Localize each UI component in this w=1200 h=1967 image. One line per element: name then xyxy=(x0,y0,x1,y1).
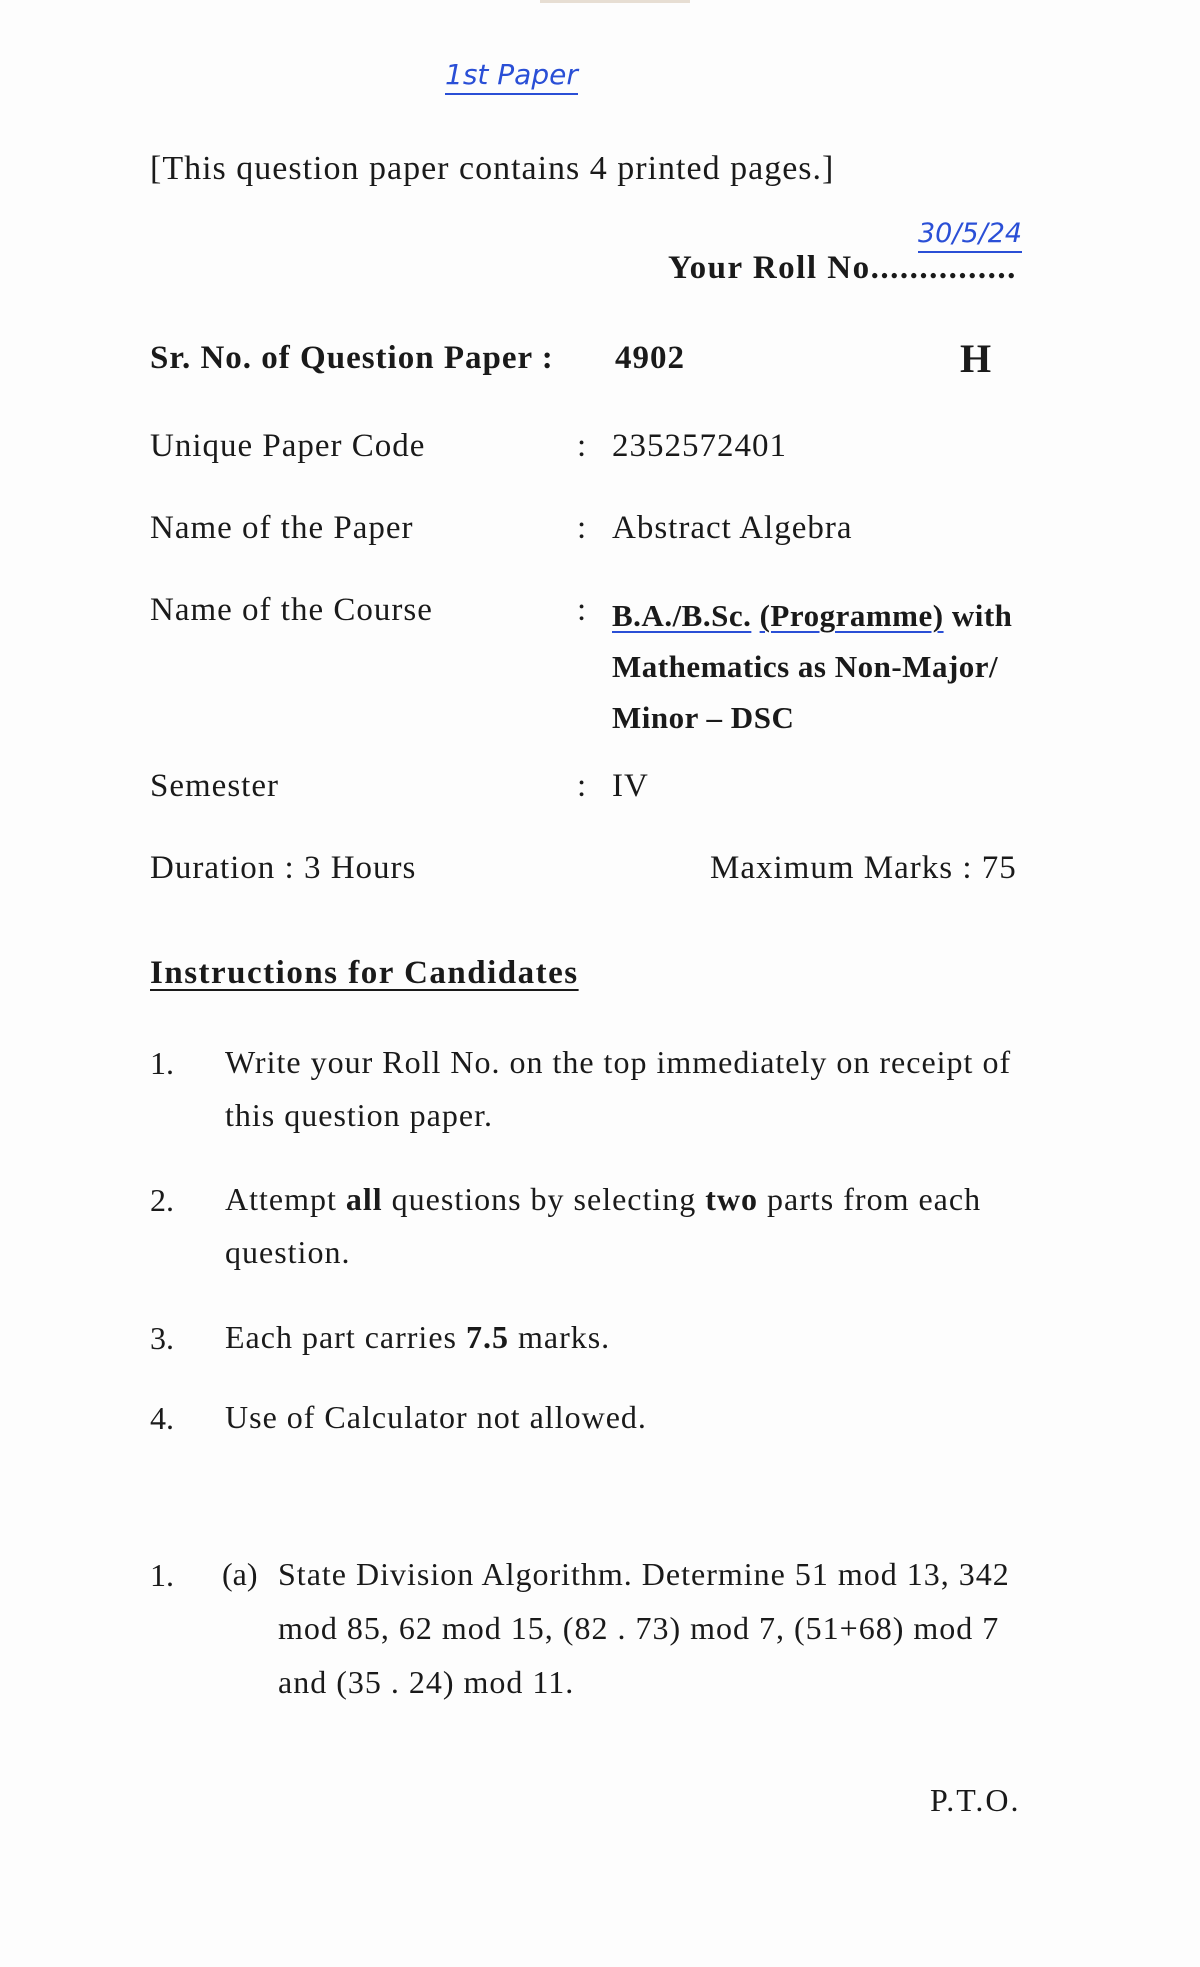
sr-no-value: 4902 xyxy=(615,340,685,376)
instruction-2-bold-two: two xyxy=(705,1181,759,1217)
question-1-text: State Division Algorithm. Determine 51 mod 13, 342 mod 85, 62 mod 15, (82 . 73) mod 7, (51+68) mod 7 and (35 . 24) mod 11. xyxy=(278,1556,1010,1700)
paper-name-value: Abstract Algebra xyxy=(612,510,853,546)
instruction-3-text xyxy=(225,1311,1045,1364)
instruction-2-text-b: questions by selecting xyxy=(382,1181,706,1217)
course-programme: (Programme) xyxy=(759,598,944,633)
semester-value: IV xyxy=(612,768,649,804)
scan-smudge xyxy=(540,0,690,3)
handwritten-paper-note xyxy=(445,58,578,91)
page-count-note: [This question paper contains 4 printed pages.] xyxy=(150,150,835,187)
course-degree: B.A./B.Sc. xyxy=(612,598,752,633)
instruction-2-text xyxy=(225,1173,1045,1279)
instruction-2-text-c: parts from each question. xyxy=(225,1181,982,1270)
instruction-3-text-a: Each part carries xyxy=(225,1319,466,1355)
course-description: with Mathematics as Non-Major/ Minor – DSC xyxy=(612,598,1013,735)
handwritten-date xyxy=(918,218,1022,249)
sr-no-label: Sr. No. of Question Paper : xyxy=(150,340,554,376)
instruction-1-text: Write your Roll No. on the top immediately on receipt of this question paper. xyxy=(225,1044,1012,1133)
handwritten-date-text: 30/5/24 xyxy=(918,218,1022,253)
paper-name-colon: : xyxy=(577,510,588,546)
instruction-4-text: Use of Calculator not allowed. xyxy=(225,1399,647,1435)
semester-label: Semester xyxy=(150,768,279,804)
instruction-3-bold-marks: 7.5 xyxy=(465,1319,509,1355)
paper-name-label: Name of the Paper xyxy=(150,510,414,546)
instructions-heading: Instructions for Candidates xyxy=(150,955,579,991)
upc-value: 2352572401 xyxy=(612,428,787,464)
semester-colon: : xyxy=(577,768,588,804)
question-1-part-label: (a) xyxy=(222,1556,258,1592)
instruction-2-bold-all: all xyxy=(345,1181,383,1217)
pto-label: P.T.O. xyxy=(930,1782,1021,1818)
instruction-3-number: 3. xyxy=(150,1320,174,1356)
instruction-2-text-a: Attempt xyxy=(225,1181,346,1217)
instruction-2-number: 2. xyxy=(150,1182,174,1218)
instruction-4-number: 4. xyxy=(150,1400,174,1436)
upc-label: Unique Paper Code xyxy=(150,428,426,464)
course-name-label: Name of the Course xyxy=(150,592,433,628)
question-1-number: 1. xyxy=(150,1557,174,1593)
course-name-colon: : xyxy=(577,592,588,628)
course-name-value xyxy=(612,590,1057,743)
upc-colon: : xyxy=(577,428,588,464)
max-marks: Maximum Marks : 75 xyxy=(710,850,1017,886)
instruction-1-number: 1. xyxy=(150,1045,174,1081)
set-letter: H xyxy=(960,336,992,381)
handwritten-paper-note-text: 1st Paper xyxy=(445,58,578,95)
instruction-3-text-b: marks. xyxy=(508,1319,611,1355)
duration: Duration : 3 Hours xyxy=(150,850,417,886)
roll-no-field: Your Roll No............... xyxy=(668,250,1017,286)
